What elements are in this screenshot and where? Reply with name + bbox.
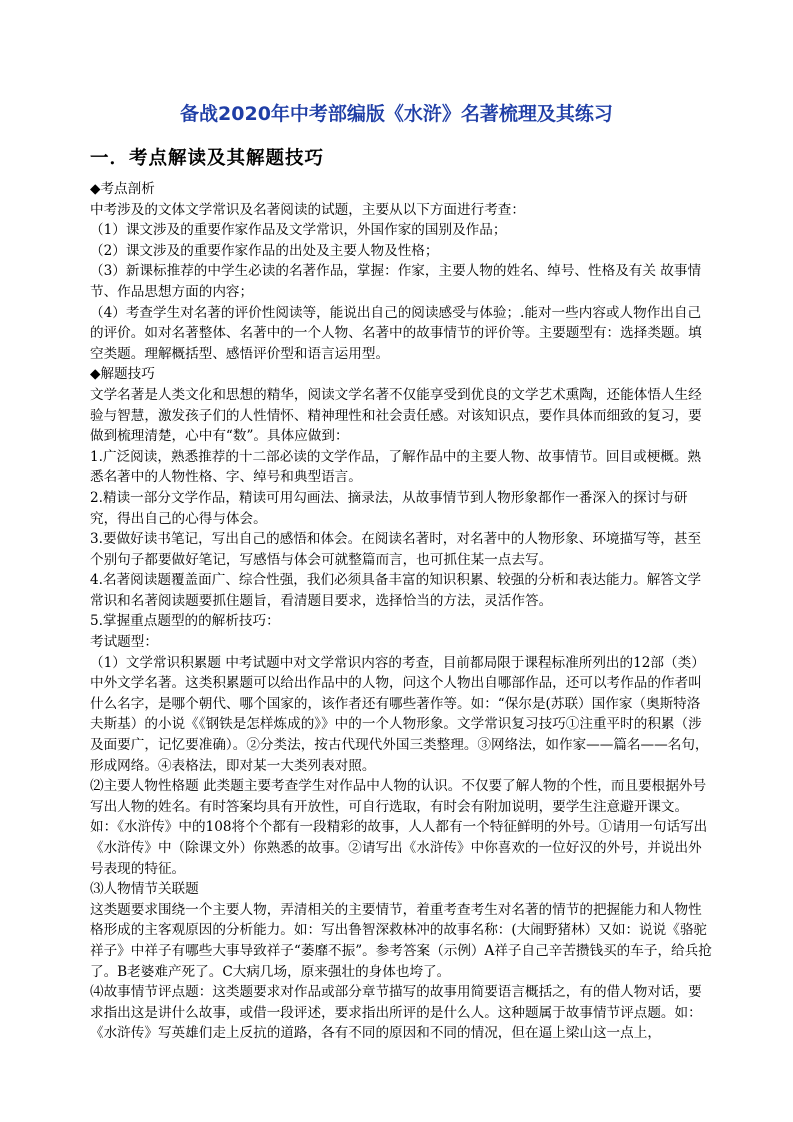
paragraph: （1）课文涉及的重要作家作品及文学常识，外国作家的国别及作品；	[90, 222, 507, 239]
section-heading: 一．考点解读及其解题技巧	[90, 148, 325, 169]
paragraph: ◆考点剖析	[90, 181, 155, 197]
document-title: 备战2020年中考部编版《水浒》名著梳理及其练习	[180, 103, 613, 125]
paragraph: 考试题型：	[90, 634, 158, 651]
paragraph: ⑶人物情节关联题	[90, 881, 199, 898]
paragraph: 3.要做好读书笔记，写出自己的感悟和体会。在阅读名著时，对名著中的人物形象、环境描写等，甚至个别句子都要做好笔记，写感悟与体会可就整篇而言，也可抓住某一点去写。	[90, 531, 702, 568]
paragraph: 5.掌握重点题型的的解析技巧：	[90, 613, 280, 630]
paragraph: ⑷故事情节评点题：这类题要求对作品或部分章节描写的故事用简要语言概括之，有的借人物对话，要求指出这是讲什么故事，或借一段评述，要求指出所评的是什么人。这种题属于故事情节评点题。如：《水浒传》写英雄们走上反抗的道路，各有不同的原因和不同的情况，但在逼上梁山这一点上，	[90, 984, 702, 1042]
paragraph: 4.名著阅读题覆盖面广、综合性强，我们必须具备丰富的知识积累、较强的分析和表达能力。解答文学常识和名著阅读题要抓住题旨，看清题目要求，选择恰当的方法，灵活作答。	[90, 572, 702, 609]
paragraph: （2）课文涉及的重要作家作品的出处及主要人物及性格；	[90, 242, 439, 259]
paragraph: ⑵主要人物性格题 此类题主要考查学生对作品中人物的认识。不仅要了解人物的个性，而且要根据外号写出人物的姓名。有时答案均具有开放性，可自行选取，有时会有附加说明，要学生注意避开课文。 如：《水浒传》中的108将个个都有一段精彩的故事，人人都有一个特征鲜明的外号。①请用一句话写出《水浒传》中（除课文外）你熟悉的故事。②请写出《水浒传》中你喜欢的一位好汉的外号，并说出外号表现的特征。	[90, 778, 708, 877]
paragraph: 这类题要求围绕一个主要人物，弄清相关的主要情节，着重考查考生对名著的情节的把握能力和人物性格形成的主客观原因的分析能力。如：写出鲁智深救林冲的故事名称：(大闹野猪林）又如：说说《骆驼祥子》中祥子有哪些大事导致祥子“萎靡不振”。参考答案（示例）A祥子自己辛苦攒钱买的车子，给兵抢了。B老婆难产死了。C大病几场，原来强壮的身体也垮了。	[90, 901, 712, 980]
paragraph: ◆解题技巧	[90, 366, 155, 383]
paragraph: 1.广泛阅读，熟悉推荐的十二部必读的文学作品，了解作品中的主要人物、故事情节。回目或梗概。熟悉名著中的人物性格、字、绰号和典型语言。	[90, 448, 702, 486]
paragraph: （1）文学常识积累题 中考试题中对文学常识内容的考查，目前都局限于课程标准所列出的12部（类）中外文学名著。这类积累题可以给出作品中的人物，问这个人物出自哪部作品，还可以考作品的作者叫什么名字，是哪个朝代、哪个国家的，该作者还有哪些著作等。如：“保尔是(苏联）国作家（奥斯特洛夫斯基）的小说《《钢铁是怎样炼成的》》中的一个人物形象。文学常识复习技巧①注重平时的积累（涉及面要广，记忆要准确）。②分类法，按古代现代外国三类整理。③网络法，如作家——篇名——名句，形成网络。④表格法，即对某一大类列表对照。	[90, 654, 709, 774]
paragraph: （3）新课标推荐的中学生必读的名著作品，掌握：作家，主要人物的姓名、绰号、性格及有关 故事情节、作品思想方面的内容；	[90, 263, 702, 300]
paragraph: 2.精读一部分文学作品，精读可用勾画法、摘录法，从故事情节到人物形象都作一番深入的探讨与研究，得出自己的心得与体会。	[90, 489, 688, 527]
paragraph: （4）考查学生对名著的评价性阅读等，能说出自己的阅读感受与体验；.能对一些内容或人物作出自己的评价。如对名著整体、名著中的一个人物、名著中的故事情节的评价等。主要题型有：选择类题。填空类题。理解概括型、感悟评价型和语言运用型。	[90, 304, 702, 362]
paragraph: 文学名著是人类文化和思想的精华，阅读文学名著不仅能享受到优良的文学艺术熏陶，还能体悟人生经验与智慧，激发孩子们的人性情怀、精神理性和社会责任感。对该知识点，要作具体而细致的复习，要做到梳理清楚，心中有“数”。具体应做到：	[90, 386, 702, 445]
body-text	[90, 179, 712, 1044]
paragraph: 中考涉及的文体文学常识及名著阅读的试题，主要从以下方面进行考查：	[90, 201, 525, 218]
